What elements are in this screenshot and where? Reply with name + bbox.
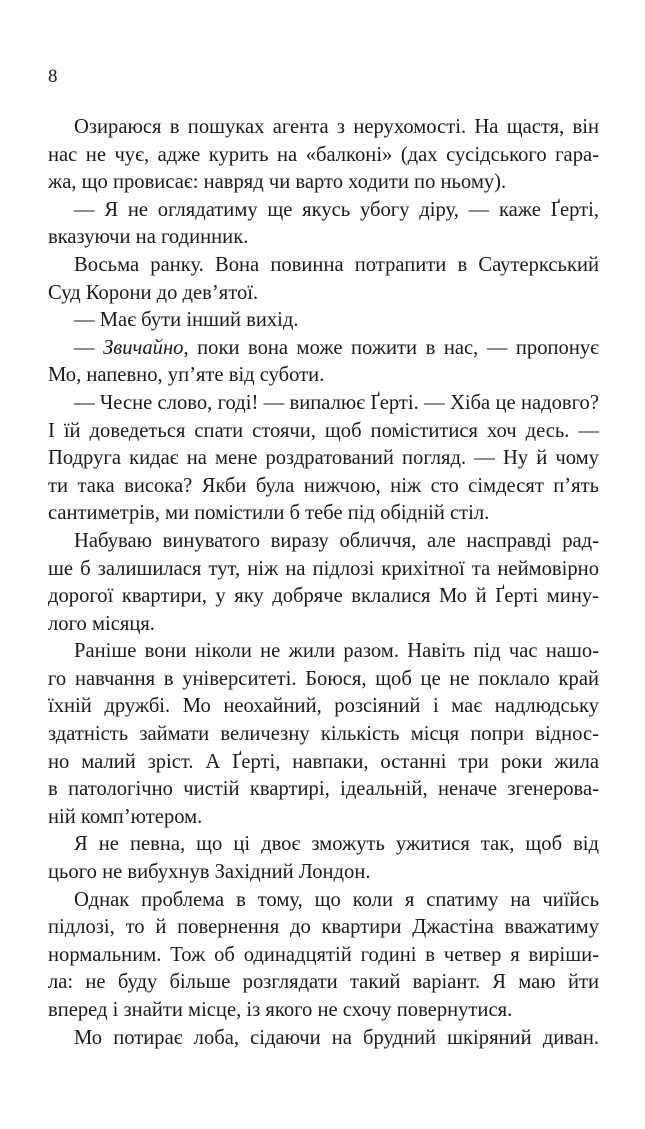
text-line: в патологічно чистій квартирі, ідеальній, неначе згенерова- [48, 778, 599, 801]
text-line: їхній дружбі. Мо неохайний, розсіяний і має надлюдську [48, 695, 599, 718]
text-line: го навчання в університеті. Боюся, щоб це не поклало край [48, 667, 599, 690]
text-line: Суд Корони до дев’ятої. [48, 281, 259, 304]
text-line: І їй доведеться спати стоячи, щоб поміститися хоч десь. — [48, 419, 599, 442]
italic-emphasis: Звичайно [103, 336, 184, 359]
text-line: Я не певна, що ці двоє зможуть ужитися так, щоб від [74, 833, 599, 856]
text-line: — Чесне слово, годі! — випалює Ґерті. — Хіба це надовго? [74, 391, 599, 414]
text-line: підлозі, то й повернення до квартири Джастіна вважатиму [48, 916, 599, 939]
text-line: лого місяця. [48, 612, 155, 635]
text-line: вказуючи на годинник. [48, 226, 249, 249]
text-line: ше б залишилася тут, ніж на підлозі крихітної та неймовірно [48, 557, 599, 580]
text-line: нас не чує, адже курить на «балконі» (дах сусідського гара- [48, 143, 599, 166]
text-line: Подруга кидає на мене роздратований погляд. — Ну й чому [48, 447, 599, 470]
text-line: Раніше вони ніколи не жили разом. Навіть під час нашо- [74, 640, 599, 663]
text-line: но малий зріст. А Ґерті, навпаки, останні три роки жила [48, 750, 599, 773]
text-line: дорогої квартири, у яку добряче вклалися Мо й Ґерті мину- [48, 585, 599, 608]
text-line: сантиметрів, ми помістили б тебе під обідній стіл. [48, 502, 490, 525]
text-line: жа, що провисає: навряд чи варто ходити по ньому). [48, 171, 507, 194]
text-line: Однак проблема в тому, що коли я спатиму на чиїйсь [74, 888, 599, 911]
text-line: цього не вибухнув Західний Лондон. [48, 861, 371, 884]
text-line: Восьма ранку. Вона повинна потрапити в Саутеркський [74, 253, 599, 276]
text-line: ній комп’ютером. [48, 805, 203, 828]
text-line: — Має бути інший вихід. [74, 309, 299, 332]
text-line: Мо потирає лоба, сідаючи на брудний шкіряний диван. [74, 1026, 599, 1049]
text-line: ти така висока? Якби була нижчою, ніж сто сімдесят п’ять [48, 474, 599, 497]
text-line: — Звичайно, поки вона може пожити в нас, — пропонує [74, 336, 599, 359]
text-line: Мо, напевно, уп’яте від суботи. [48, 364, 325, 387]
text-line: Набуваю винуватого виразу обличчя, але насправді рад- [74, 529, 599, 552]
body-text [48, 114, 599, 1052]
text-line: Озираюся в пошуках агента з нерухомості. На щастя, він [74, 116, 599, 138]
text-line: вперед і знайти місце, із якого не схочу повернутися. [48, 999, 513, 1021]
text-line: — Я не оглядатиму ще якусь убогу діру, — каже Ґерті, [74, 198, 599, 221]
text-line: ла: не буду більше розглядати такий варіант. Я маю йти [48, 971, 599, 994]
text-line: нормальним. Тож об одинадцятій годині в четвер я виріши- [48, 943, 599, 966]
page-number: 8 [48, 66, 58, 87]
text-line: здатність займати величезну кількість місця попри віднос- [48, 723, 599, 746]
